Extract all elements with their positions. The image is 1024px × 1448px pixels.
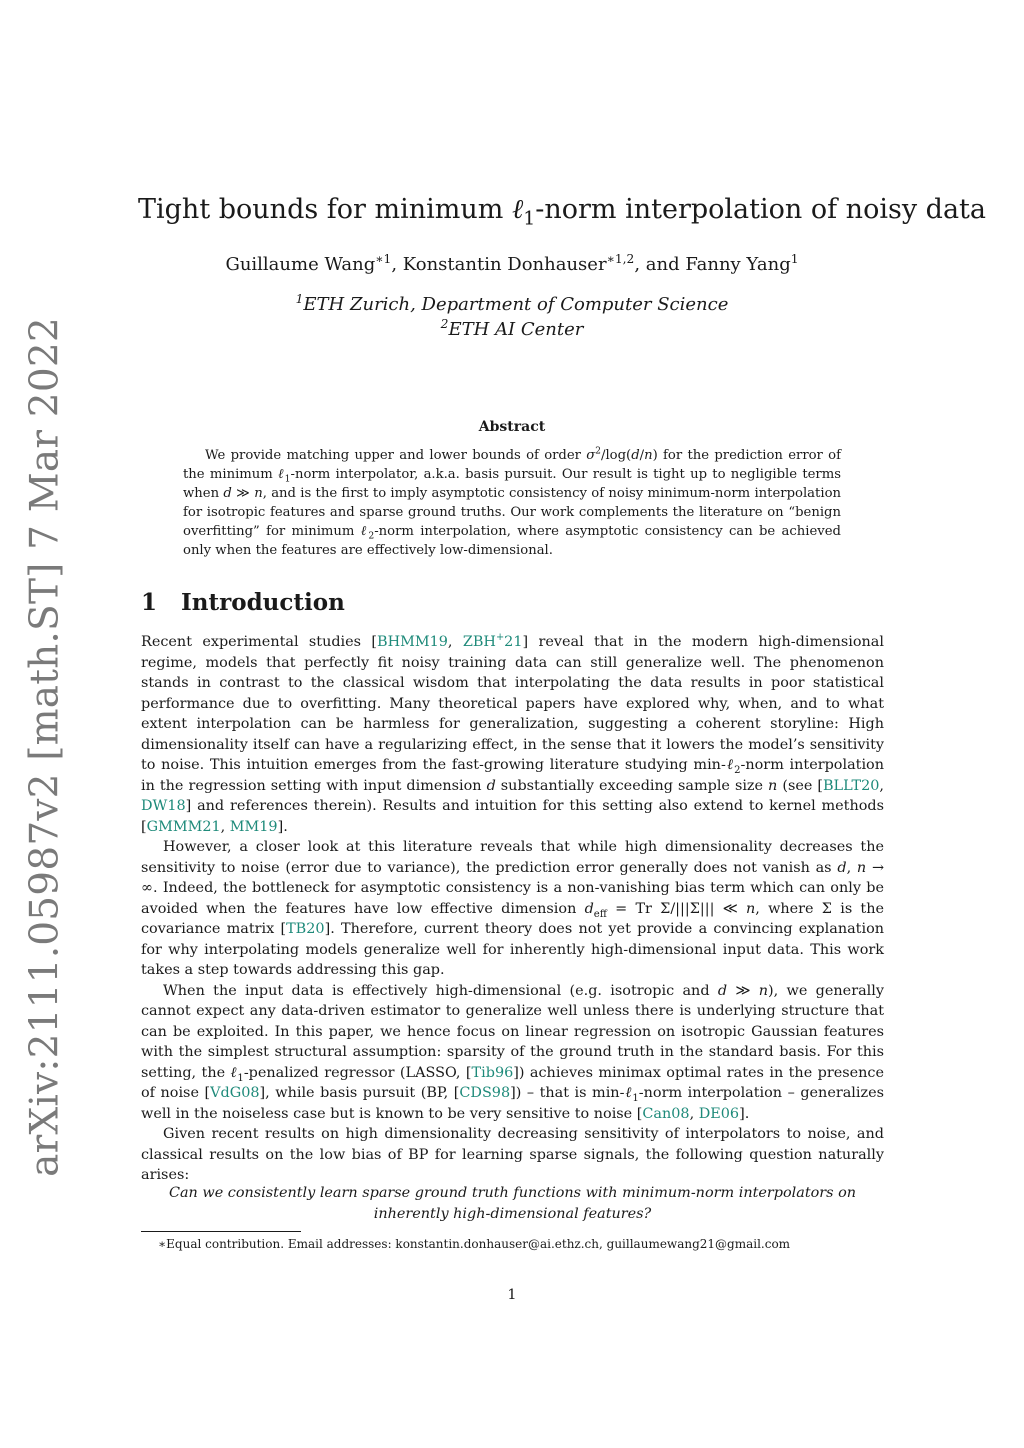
citation-link[interactable]: GMMM21 <box>146 818 221 835</box>
footnote-rule <box>141 1231 301 1232</box>
abstract-heading: Abstract <box>478 419 546 435</box>
paragraph-1: Recent experimental studies [BHMM19, ZBH+21] reveal that in the modern high-dimensional regime, models that perfectly fit noisy training data can still generalize well. The phenomenon stands in contrast to the classical wisdom that interpolating the data results in poor statistical performance due to overfitting. Many theoretical papers have explored why, when, and to what extent interpolation can be harmless for generalization, suggesting a coherent storyline: High dimensionality itself can have a regularizing effect, in the sense that it lowers the model’s sensitivity to noise. This intuition emerges from the fast-growing literature studying min-ℓ$_2$-norm interpolation in the regression setting with input dimension d substantially exceeding sample size n (see [BLLT20, DW18] and references therein). Results and intuition for this setting also extend to kernel methods [GMMM21, MM19]. <box>141 632 884 835</box>
citation-link[interactable]: ZBH+21 <box>462 632 523 650</box>
citation-link[interactable]: MM19 <box>229 818 278 835</box>
citation-link[interactable]: Tib96 <box>471 1064 514 1081</box>
citation-link[interactable]: DW18 <box>141 798 186 814</box>
body-text <box>141 632 884 1186</box>
citation-link[interactable]: DE06 <box>698 1105 740 1122</box>
section-number: 1 <box>141 589 158 616</box>
paragraph-3: When the input data is effectively high-dimensional (e.g. isotropic and d ≫ n), we generally cannot expect any data-driven estimator to generalize well unless there is underlying structure that can be exploited. In this paper, we hence focus on linear regression on isotropic Gaussian features with the simplest structural assumption: sparsity of the ground truth in the standard basis. For this setting, the ℓ$_1$-penalized regressor (LASSO, [Tib96]) achieves minimax optimal rates in the presence of noise [VdG08], while basis pursuit (BP, [CDS98]) – that is min-ℓ$_1$-norm interpolation – generalizes well in the noiseless case but is known to be very sensitive to noise [Can08, DE06]. <box>141 982 884 1122</box>
abstract-text: We provide matching upper and lower bounds of order $\sigma^2/\log(d/n)$ for the prediction error of the minimum ℓ$_1$-norm interpolator, a.k.a. basis pursuit. Our result is tight up to negligible terms when d ≫ n, and is the first to imply asymptotic consistency of noisy minimum-norm interpolation for isotropic features and sparse ground truths. Our work complements the literature on “benign overfitting” for minimum ℓ$_2$-norm interpolation, where asymptotic consistency can be achieved only when the features are effectively low-dimensional. <box>183 446 842 558</box>
section-heading <box>141 589 345 616</box>
paragraph-2: However, a closer look at this literature reveals that while high dimensionality decreases the sensitivity to noise (error due to variance), the prediction error generally does not vanish as d, n → ∞. Indeed, the bottleneck for asymptotic consistency is a non-vanishing bias term which can only be avoided when the features have low effective dimension $d_{eff} = Tr$ Σ/|||Σ||| ≪ n, where Σ is the covariance matrix [TB20]. Therefore, current theory does not yet provide a convincing explanation for why interpolating models generalize well for inherently high-dimensional input data. This work takes a step towards addressing this gap. <box>141 839 885 978</box>
citation-link[interactable]: Can08 <box>642 1105 690 1122</box>
arxiv-stamp-text: arXiv:2111.05987v2 [math.ST] 7 Mar 2022 <box>22 317 68 1177</box>
arxiv-stamp <box>10 317 80 1177</box>
citation-link[interactable]: BLLT20 <box>822 777 880 794</box>
citation-link[interactable]: TB20 <box>286 921 325 937</box>
affiliation-2: $^2$ETH AI Center <box>440 317 584 340</box>
page-number: 1 <box>507 1287 517 1303</box>
citation-link[interactable]: CDS98 <box>459 1085 511 1101</box>
author-list: Guillaume Wang$^{∗1}$, Konstantin Donhauser$^{∗1,2}$, and Fanny Yang$^1$ <box>225 252 799 275</box>
citation-link[interactable]: VdG08 <box>210 1085 260 1101</box>
affiliation-1: $^1$ETH Zurich, Department of Computer Science <box>295 292 729 315</box>
research-question: Can we consistently learn sparse ground truth functions with minimum-norm interpolators on inherently high-dimensional features? <box>168 1185 857 1222</box>
paper-title: Tight bounds for minimum ℓ$_1$-norm interpolation of noisy data <box>138 194 986 230</box>
paragraph-4: Given recent results on high dimensionality decreasing sensitivity of interpolators to noise, and classical results on the low bias of BP for learning sparse signals, the following question naturally arises: <box>141 1126 884 1183</box>
footnote: ∗Equal contribution. Email addresses: konstantin.donhauser@ai.ethz.ch, guillaumewang21@gmail.com <box>158 1237 791 1251</box>
section-title: Introduction <box>181 589 345 616</box>
citation-link[interactable]: BHMM19 <box>377 634 448 650</box>
